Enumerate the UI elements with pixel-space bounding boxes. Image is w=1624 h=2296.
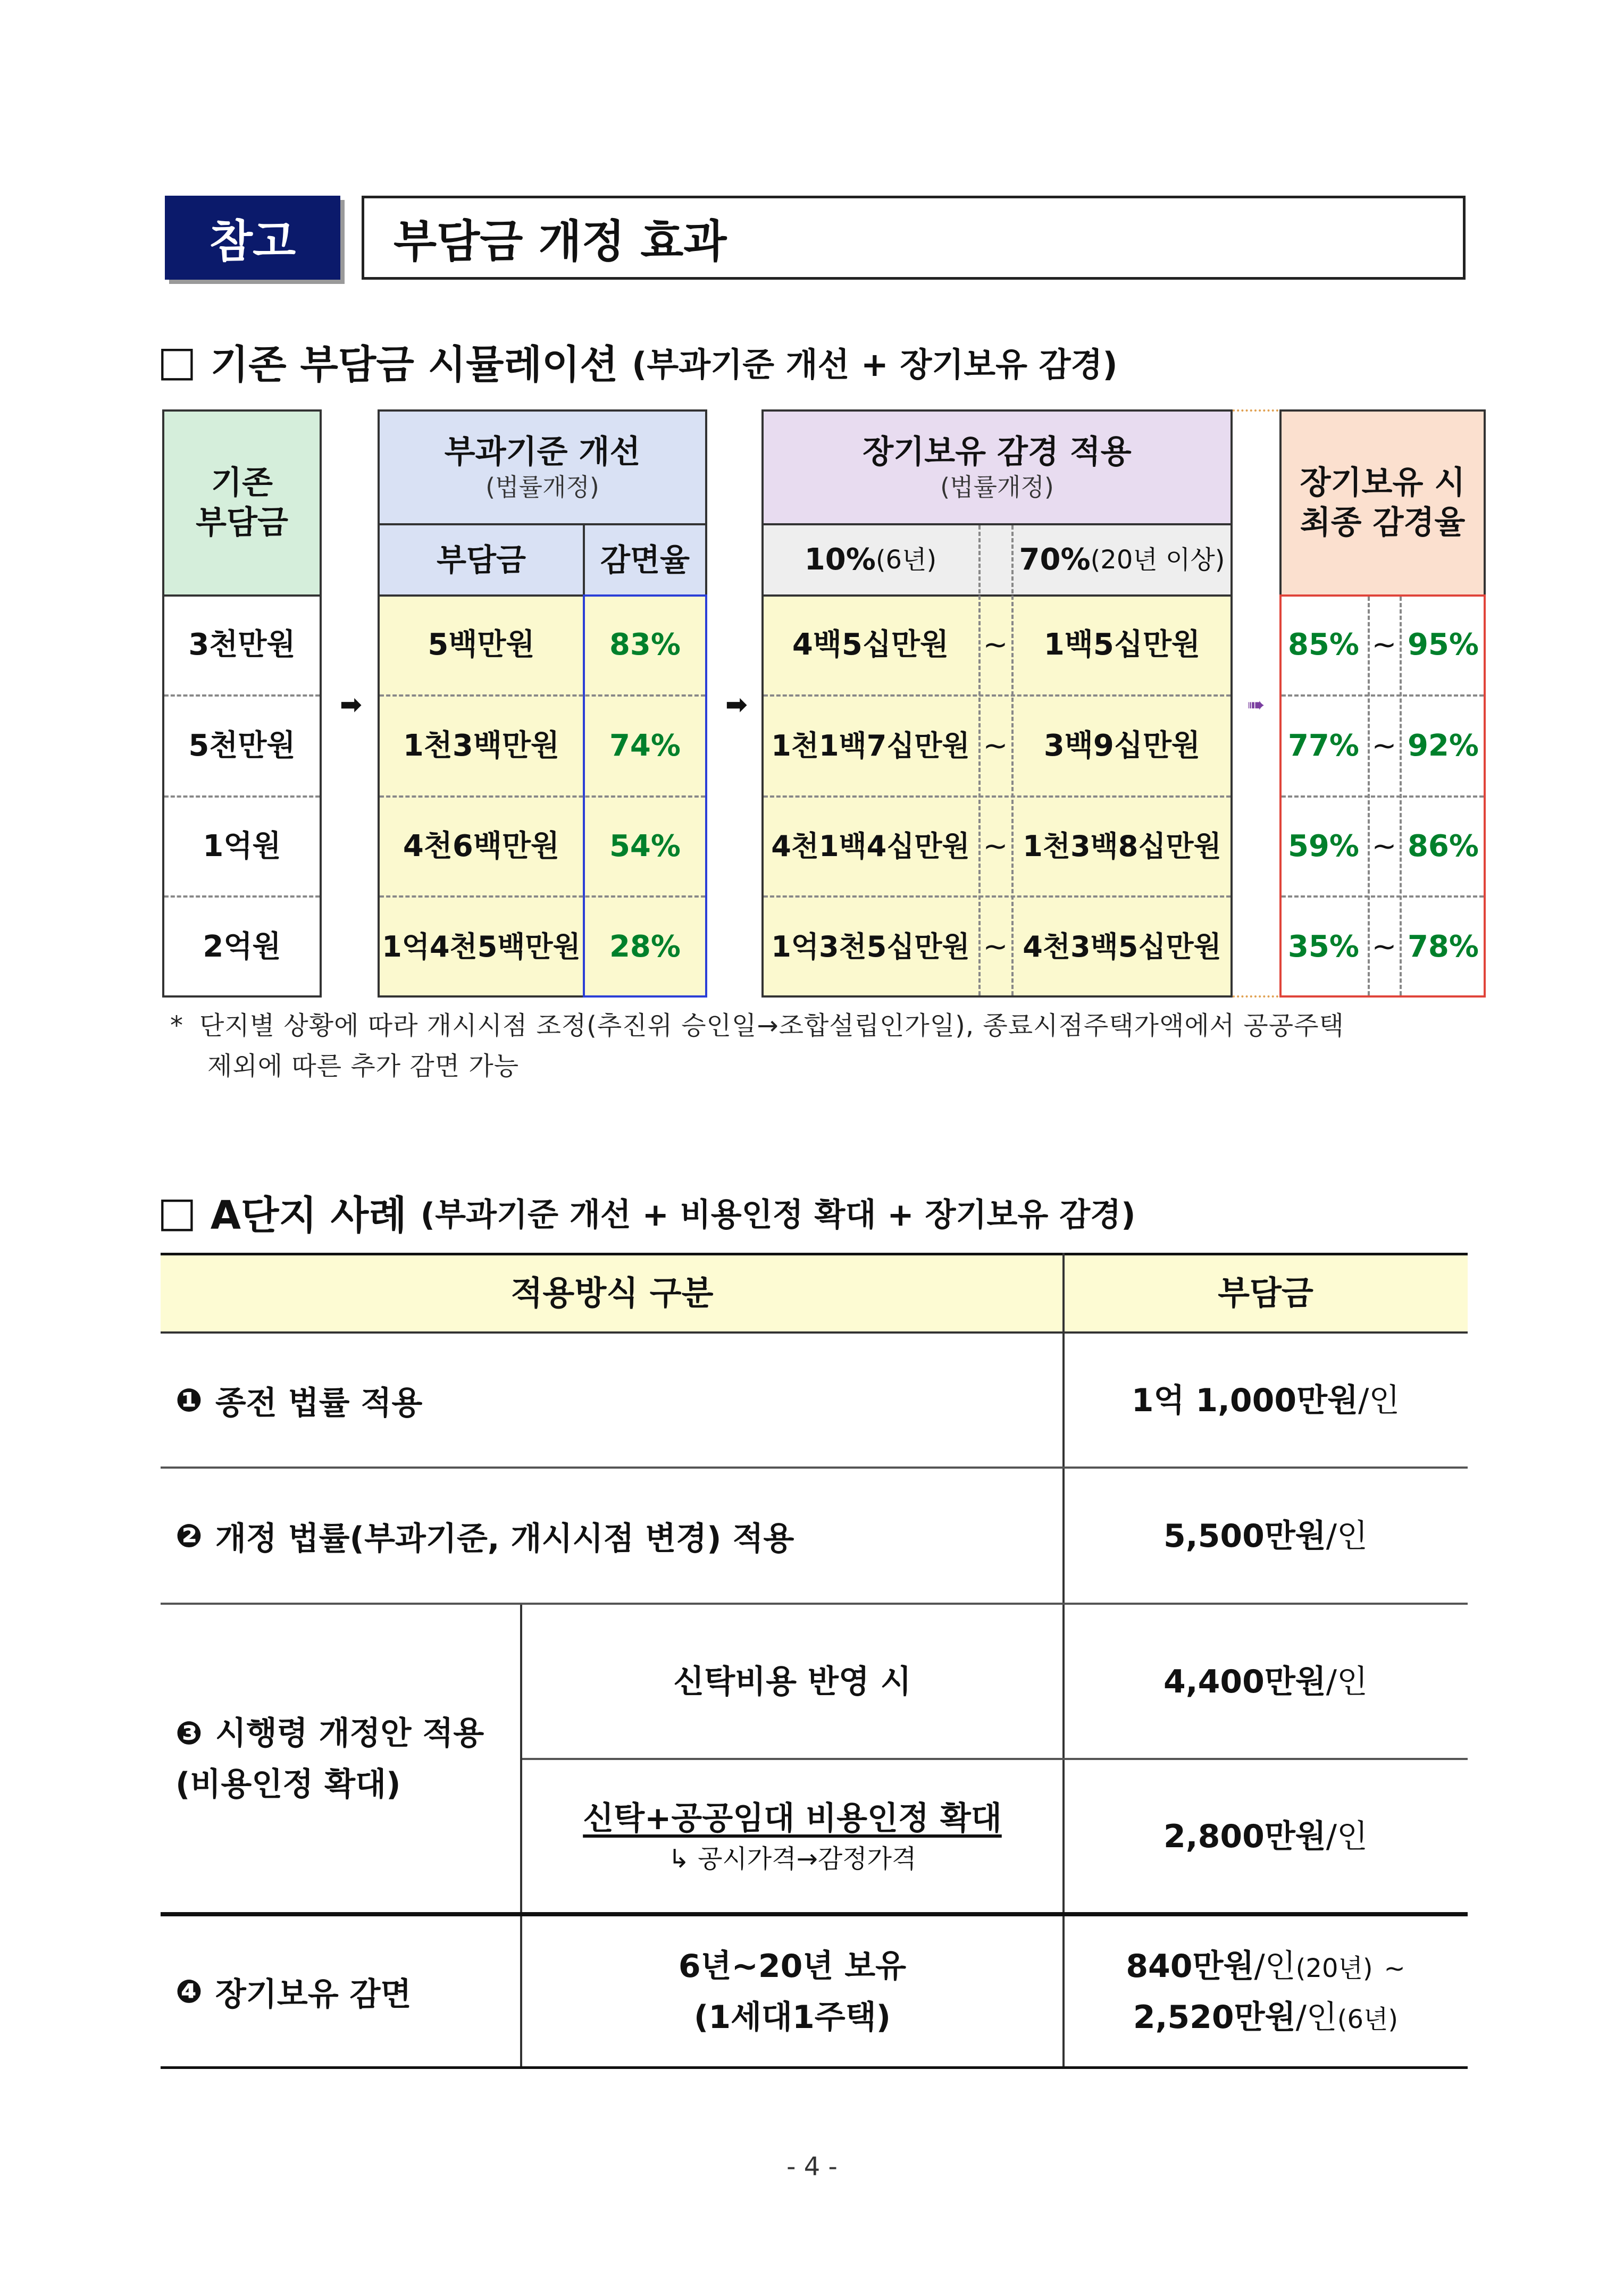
final-low-cell [1279,797,1368,896]
arrow-right-icon: ➡ [340,689,362,720]
final-high-cell [1401,594,1486,695]
case-row4-tilde: ~ [1384,1954,1405,1983]
header-title-box [362,196,1466,280]
section2-title-sub: (부과기준 개선 + 비용인정 확대 + 장기보유 감경) [420,1196,1136,1234]
case-row3-label [175,1605,516,1913]
header-title: 부담금 개정 효과 [394,215,727,267]
case-row2-unit: /인 [1326,1517,1368,1555]
existing-value: 1억원 [203,829,281,864]
final-low-cell [1279,896,1368,998]
long-low-value: 1천1백7십만원 [771,729,970,763]
existing-row-3 [162,797,322,896]
section1-title-sub: (부과기준 개선 + 장기보유 감경) [632,345,1118,384]
tilde-text: ~ [1371,627,1397,662]
group1-col-reduction [583,523,707,597]
page-number [706,2148,918,2185]
arrow-right-icon: ➠ [1247,693,1265,717]
case-row3-text: 시행령 개정안 적용 [215,1715,484,1752]
group3-header [1279,409,1486,597]
arrow-right-icon: ➡ [725,689,748,720]
group2-col-low-note: (6년) [875,545,937,575]
group3-title-line2: 최종 감경율 [1300,504,1466,541]
connector-line [1233,409,1278,412]
burden-value: 1천3백만원 [403,728,560,763]
reduction-cell [583,695,707,797]
long-low-value: 4천1백4십만원 [771,829,970,864]
case-row4-label [175,1916,411,2067]
case-row4-sub-label: 6년~20년 보유 [678,1948,907,1985]
burden-value: 4천6백만원 [403,829,560,864]
case-row1-amount [1064,1334,1468,1468]
group2-title: 장기보유 감경 적용 [863,433,1132,471]
burden-value: 1억4천5백만원 [382,930,581,964]
case-row3-amount1 [1064,1605,1468,1759]
case-row4-unit-b: /인 [1295,1999,1337,2036]
burden-cell [378,896,585,998]
case-row4-amount [1064,1916,1468,2067]
case-row2-amount-value: 5,500만원 [1163,1517,1326,1555]
tilde [980,797,1011,896]
long-high-value: 1천3백8십만원 [1023,829,1221,864]
existing-header-line1: 기존 [211,464,273,501]
case-row1-label [175,1334,422,1468]
existing-row-4 [162,896,322,998]
existing-value: 3천만원 [188,627,296,662]
long-low-cell [761,797,980,896]
tilde-text: ~ [1371,829,1397,864]
case-row4-sub2-label: (1세대1주택) [693,1999,891,2036]
case-head-burden-label: 부담금 [1218,1273,1313,1313]
group2-col-low-pct: 10% [804,542,876,577]
final-high-cell [1401,695,1486,797]
row-divider [164,694,320,697]
footnote-text1: 단지별 상황에 따라 개시시점 조정(추진위 승인일→조합설립인가일), 종료시점주택가액에서 공공주택 [199,1011,1344,1041]
reduction-value: 83% [609,627,681,662]
group2-col-low [761,523,980,597]
reduction-cell [583,896,707,998]
long-low-value: 4백5십만원 [792,627,949,662]
tilde [1369,695,1400,797]
case-row4-note-a: (20년) [1295,1954,1373,1983]
case-row1-unit: /인 [1358,1381,1400,1419]
row-divider [164,895,320,898]
footnote-line1 [170,1005,1344,1042]
section2-bullet: □ [157,1188,197,1236]
long-low-cell [761,896,980,998]
footnote-mark: * [170,1011,183,1041]
case-row4-amount-b: 2,520만원 [1133,1999,1296,2036]
reduction-cell [583,797,707,896]
tilde-text: ~ [983,829,1008,864]
long-high-value: 4천3백5십만원 [1023,930,1221,964]
tilde [980,594,1011,695]
tilde [1369,594,1400,695]
case-row2-num: ❷ [175,1518,203,1555]
existing-header [162,409,322,597]
group2-col-high-pct: 70% [1019,542,1091,577]
section1-bullet: □ [157,338,197,386]
final-high-cell [1401,896,1486,998]
final-high-cell [1401,797,1486,896]
group1-col-reduction-label: 감면율 [600,541,690,578]
final-high-value: 86% [1407,829,1479,864]
tilde-text: ~ [983,929,1008,964]
long-high-cell [1011,594,1233,695]
group1-header [378,409,707,525]
long-high-cell [1011,695,1233,797]
burden-value: 5백만원 [428,627,535,662]
case-row1-num: ❶ [175,1382,203,1419]
case-row4-note-b: (6년) [1337,2005,1399,2034]
final-low-cell [1279,594,1368,695]
case-head-method [161,1253,1064,1334]
group1-title: 부과기준 개선 [444,433,641,471]
burden-cell [378,695,585,797]
case-row4-sub [522,1916,1062,2067]
case-row3-unit2: /인 [1326,1817,1368,1855]
burden-cell [378,797,585,896]
case-row3-amount2 [1064,1760,1468,1913]
reduction-value: 28% [609,929,681,964]
case-row3-sub1 [522,1605,1062,1759]
case-row3-text2: (비용인정 확대) [175,1766,401,1803]
long-low-cell [761,695,980,797]
case-row3-sub2 [522,1760,1062,1913]
existing-value: 5천만원 [188,728,296,763]
group2-header [761,409,1233,525]
group1-subtitle: (법률개정) [485,472,599,501]
existing-row-1 [162,594,322,695]
reduction-value: 54% [609,829,681,864]
tilde-text: ~ [983,728,1008,763]
burden-cell [378,594,585,695]
long-low-cell [761,594,980,695]
long-high-value: 1백5십만원 [1043,627,1201,662]
final-low-value: 85% [1287,627,1360,662]
case-table-bottom-border [161,2066,1468,2069]
case-row3-sub1-label: 신탁비용 반영 시 [673,1663,911,1700]
case-row3-unit1: /인 [1326,1663,1368,1700]
case-row2-amount [1064,1469,1468,1604]
tilde-text: ~ [1371,929,1397,964]
group2-subtitle: (법률개정) [940,472,1054,501]
case-row2-text: 개정 법률(부과기준, 개시시점 변경) 적용 [215,1520,794,1557]
section1-title: 기존 부담금 시뮬레이션 [210,342,618,388]
case-row3-amount2-value: 2,800만원 [1163,1817,1326,1855]
final-low-value: 59% [1287,829,1360,864]
tilde [1369,896,1400,998]
case-row3-sub2-label: 신탁+공공임대 비용인정 확대 [583,1799,1002,1837]
case-row1-amount-value: 1억 1,000만원 [1131,1381,1359,1419]
header-badge [165,196,340,280]
connector-line [1233,995,1278,998]
existing-header-line2: 부담금 [196,504,288,541]
long-high-cell [1011,797,1233,896]
final-low-value: 35% [1287,929,1360,964]
group3-title-line1: 장기보유 시 [1300,464,1466,501]
case-row1-text: 종전 법률 적용 [215,1385,423,1422]
final-low-cell [1279,695,1368,797]
existing-row-2 [162,695,322,797]
case-row2-label [175,1469,794,1604]
row-divider [164,795,320,798]
reduction-value: 74% [609,728,681,763]
final-high-value: 92% [1407,728,1479,763]
footnote-text2: 제외에 따른 추가 감면 가능 [207,1051,520,1081]
case-head-burden [1064,1253,1468,1334]
header-badge-label: 참고 [209,215,296,267]
tilde-text: ~ [1371,728,1397,763]
case-row4-amount-a: 840만원 [1126,1948,1254,1985]
tilde [1369,797,1400,896]
case-row3-sub2-note: ↳ 공시가격→감정가격 [668,1843,917,1874]
tilde [980,695,1011,797]
group1-col-burden [378,523,585,597]
group2-col-high [1011,523,1233,597]
group2-col-high-note: (20년 이상) [1090,545,1225,575]
case-row4-unit-a: /인 [1254,1948,1296,1985]
long-high-value: 3백9십만원 [1043,728,1201,763]
final-high-value: 78% [1407,929,1479,964]
tilde [980,896,1011,998]
case-head-method-label: 적용방식 구분 [510,1273,714,1313]
section2-title: A단지 사례 [210,1193,407,1238]
tilde-text: ~ [983,627,1008,662]
final-low-value: 77% [1287,728,1360,763]
case-row-border-thick [161,1912,1468,1916]
section2-heading [157,1186,1136,1239]
case-row3-num: ❸ [175,1715,203,1752]
final-high-value: 95% [1407,627,1479,662]
case-row3-amount1-value: 4,400만원 [1163,1663,1326,1700]
footnote-line2 [207,1045,519,1082]
section1-heading [157,335,1118,388]
case-row4-text: 장기보유 감면 [215,1976,412,2013]
reduction-cell [583,594,707,695]
case-row4-num: ❹ [175,1973,203,2010]
long-low-value: 1억3천5십만원 [771,930,970,964]
existing-value: 2억원 [203,929,281,964]
page-number-text: - 4 - [786,2152,838,2182]
long-high-cell [1011,896,1233,998]
group1-col-burden-label: 부담금 [436,541,526,578]
